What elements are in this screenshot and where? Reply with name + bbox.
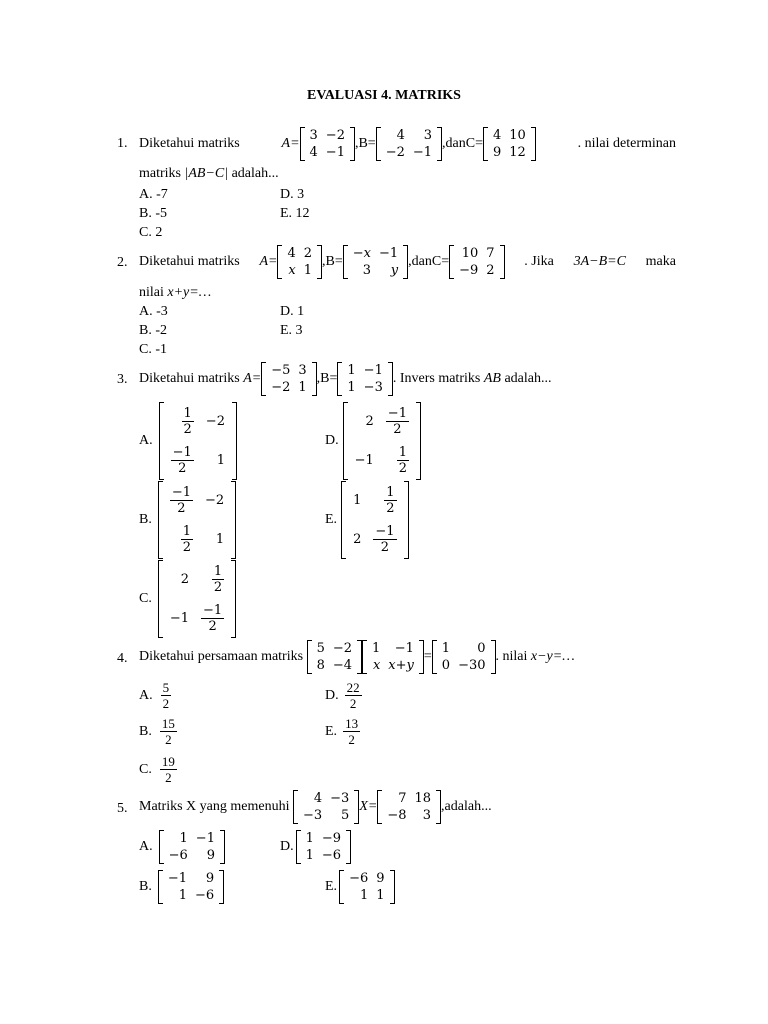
q2-option-d: D. 1 — [280, 304, 305, 319]
q5-tail: ,adalah... — [441, 799, 492, 814]
q2-line1 — [139, 245, 676, 279]
q5-line1: Matriks X yang memenuhi 4 −3 −3 5 X= 7 18 −8 3 ,adalah... — [139, 791, 492, 823]
q2-tail2: maka — [645, 254, 676, 269]
q4-option-d: D. $\frac{22}{2}$ — [325, 680, 360, 711]
q1-line2: matriks |AB−C| adalah... — [139, 166, 279, 181]
q3-number: 3. — [117, 372, 128, 387]
q4-expr: x−y=… — [530, 649, 575, 664]
q3-line1: Diketahui matriks A= −5 3 −2 1 ,B= 1 −1 1 −3 . Invers matriks AB adalah... — [139, 363, 552, 395]
q2-line2: nilai x+y=… — [139, 285, 212, 300]
q5-option-a: A. 1 −1 −6 9 — [139, 830, 225, 864]
q5-option-a-matrix: 1 −1 −6 9 — [159, 830, 225, 864]
q2-tail: . Jika — [524, 254, 554, 269]
q1-sep-b: ,B= — [354, 136, 376, 151]
q1-eq-a: A= — [281, 136, 300, 151]
q1-matrices — [282, 127, 536, 161]
q4-option-c: C. $\frac{19}{2}$ — [139, 754, 175, 785]
q3-option-e: E. 1 $\frac{1}{2}$ 2 $\frac{-1}{2}$ — [325, 481, 409, 559]
q3-option-c: C. 2 $\frac{1}{2}$ −1 $\frac{-1}{2}$ — [139, 560, 236, 638]
q3-option-b-matrix: $\frac{-1}{2}$ −2 $\frac{1}{2}$ 1 — [158, 481, 236, 559]
q1-text: Diketahui matriks — [139, 136, 240, 151]
q4-line1: Diketahui persamaan matriks 5 −2 8 −4 1 −1 x x+y = 1 0 0 −30 . nilai x−y=… — [139, 641, 575, 673]
q3-option-a: A. $\frac{1}{2}$ −2 $\frac{-1}{2}$ 1 — [139, 402, 237, 480]
q1-number: 1. — [117, 136, 128, 151]
q3-expr: AB — [483, 371, 501, 386]
q2-expr: x+y=… — [167, 285, 212, 300]
q4-matrix-2: 1 −1 x x+y — [362, 640, 424, 674]
q4-text: Diketahui persamaan matriks — [139, 649, 304, 664]
q3-option-e-matrix: 1 $\frac{1}{2}$ 2 $\frac{-1}{2}$ — [341, 481, 408, 559]
q1-matrix-b: 4 3 −2 −1 — [376, 127, 442, 161]
q1-option-d: D. 3 — [280, 187, 305, 202]
q4-option-b: B. $\frac{15}{2}$ — [139, 716, 175, 747]
q3-matrix-a: −5 3 −2 1 — [261, 362, 316, 396]
q5-text: Matriks X yang memenuhi — [139, 799, 290, 814]
q5-option-d: D. 1 −9 1 −6 — [280, 830, 351, 864]
q4-matrix-3: 1 0 0 −30 — [432, 640, 496, 674]
q3-option-b: B. $\frac{-1}{2}$ −2 $\frac{1}{2}$ 1 — [139, 481, 236, 559]
q5-option-e: E. −6 9 1 1 — [325, 870, 395, 904]
q2-option-e: E. 3 — [280, 323, 303, 338]
q3-matrix-b: 1 −1 1 −3 — [337, 362, 392, 396]
q1-matrix-a: 3 −2 4 −1 — [300, 127, 355, 161]
q3-text: Diketahui matriks — [139, 371, 240, 386]
q1-line1 — [139, 127, 676, 161]
q4-tail: . nilai — [495, 649, 528, 664]
q1-option-e: E. 12 — [280, 206, 310, 221]
q1-matrix-c: 4 10 9 12 — [483, 127, 536, 161]
q2-text: Diketahui matriks — [139, 254, 240, 269]
q3-option-a-matrix: $\frac{1}{2}$ −2 $\frac{-1}{2}$ 1 — [159, 402, 237, 480]
q5-option-b-matrix: −1 9 1 −6 — [158, 870, 224, 904]
q1-sep-c: ,danC= — [442, 136, 483, 151]
q5-option-d-matrix: 1 −9 1 −6 — [296, 830, 351, 864]
q1-option-b: B. -5 — [139, 206, 167, 221]
q5-option-e-matrix: −6 9 1 1 — [339, 870, 394, 904]
q3-option-d: D. 2 $\frac{-1}{2}$ −1 $\frac{1}{2}$ — [325, 402, 421, 480]
q5-option-b: B. −1 9 1 −6 — [139, 870, 224, 904]
q4-matrix-1: 5 −2 8 −4 — [307, 640, 362, 674]
q2-option-a: A. -3 — [139, 304, 168, 319]
q4-option-a: A. $\frac{5}{2}$ — [139, 680, 170, 711]
q1-option-a: A. -7 — [139, 187, 168, 202]
q3-option-c-matrix: 2 $\frac{1}{2}$ −1 $\frac{-1}{2}$ — [158, 560, 236, 638]
q2-number: 2. — [117, 255, 128, 270]
q2-equation: 3A−B=C — [573, 254, 626, 269]
q2-matrix-b: −x −1 3 y — [343, 245, 408, 279]
q2-matrices: A= 4 2 x 1 ,B= −x −1 3 y ,danC= 10 7 −9 2 — [259, 245, 504, 279]
q5-matrix-1: 4 −3 −3 5 — [293, 790, 359, 824]
q4-number: 4. — [117, 651, 128, 666]
q2-matrix-a: 4 2 x 1 — [277, 245, 322, 279]
q3-tail: . Invers matriks — [392, 371, 481, 386]
q2-option-b: B. -2 — [139, 323, 167, 338]
q5-number: 5. — [117, 801, 128, 816]
q2-matrix-c: 10 7 −9 2 — [449, 245, 504, 279]
page-title: EVALUASI 4. MATRIKS — [307, 88, 461, 103]
q4-option-e: E. $\frac{13}{2}$ — [325, 716, 359, 747]
q3-option-d-matrix: 2 $\frac{-1}{2}$ −1 $\frac{1}{2}$ — [343, 402, 421, 480]
q1-option-c: C. 2 — [139, 225, 163, 240]
q2-option-c: C. -1 — [139, 342, 167, 357]
q5-matrix-2: 7 18 −8 3 — [377, 790, 441, 824]
q1-tail: . nilai determinan — [577, 136, 676, 151]
q1-expr: |AB−C| — [184, 166, 229, 181]
